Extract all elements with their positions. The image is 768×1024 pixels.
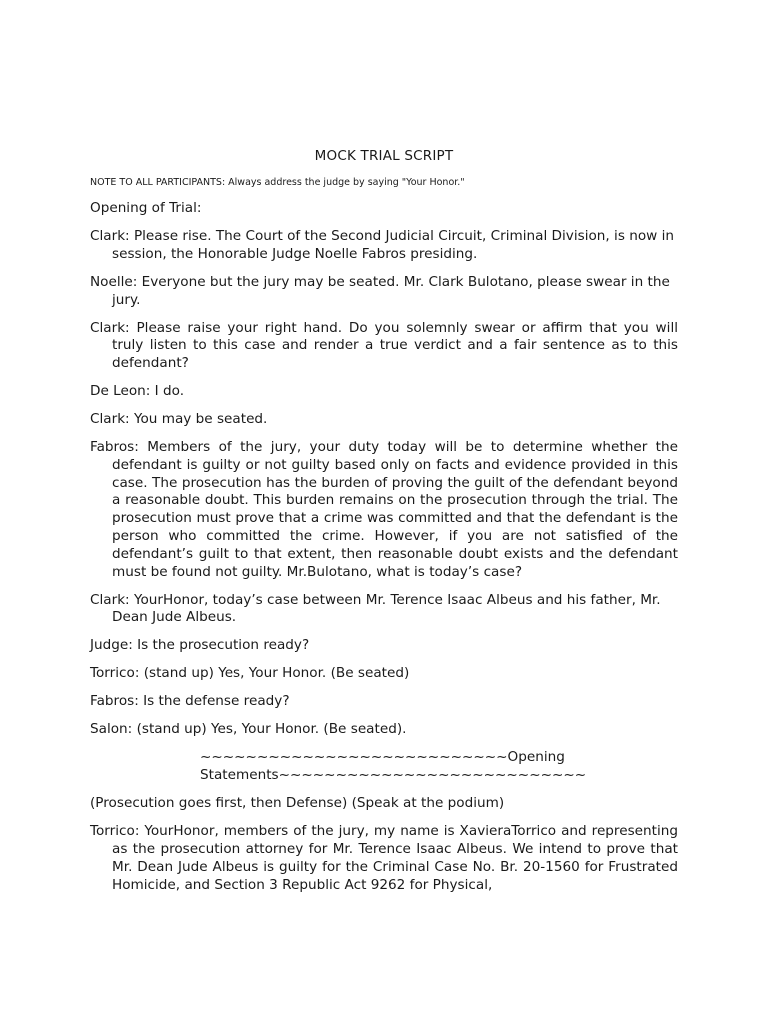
- document-title: MOCK TRIAL SCRIPT: [314, 148, 454, 164]
- script-paragraph-opening-of-trial: Opening of Trial:: [90, 200, 202, 216]
- script-paragraph-judge-prosecution: Judge: Is the prosecution ready?: [90, 637, 310, 654]
- script-paragraph-clark-seated: Clark: You may be seated.: [90, 411, 268, 428]
- script-paragraph-prosecution-first: (Prosecution goes first, then Defense) (Speak at the podium): [90, 795, 505, 812]
- participants-note: NOTE TO ALL PARTICIPANTS: Always address the judge by saying "Your Honor.": [90, 177, 465, 188]
- script-paragraph-torrico-ready: Torrico: (stand up) Yes, Your Honor. (Be seated): [90, 665, 410, 682]
- script-paragraph-salon-ready: Salon: (stand up) Yes, Your Honor. (Be seated).: [90, 721, 407, 738]
- script-paragraph-clark-please-rise: Clark: Please rise. The Court of the Second Judicial Circuit, Criminal Division, is now in session, the Honorable Judge Noelle Fabros presiding.: [90, 227, 674, 262]
- script-body: [90, 200, 678, 905]
- section-heading-opening-statements: ~~~~~~~~~~~~~~~~~~~~~~~~~~~Opening Statements~~~~~~~~~~~~~~~~~~~~~~~~~~~: [200, 749, 587, 784]
- script-paragraph-noelle-seated: Noelle: Everyone but the jury may be seated. Mr. Clark Bulotano, please swear in the jury.: [90, 273, 670, 308]
- script-paragraph-fabros-instructions: Fabros: Members of the jury, your duty today will be to determine whether the defendant is guilty or not guilty based only on facts and evidence provided in this case. The prosecution has the burden of proving the guilt of the defendant beyond a reasonable doubt. This burden remains on the prosecution through the trial. The prosecution must prove that a crime was committed and that the defendant is the person who committed the crime. However, if you are not satisfied of the defendant’s guilt to that extent, then reasonable doubt exists and the defendant must be found not guilty. Mr.Bulotano, what is today’s case?: [90, 439, 678, 580]
- script-paragraph-torrico-opening: Torrico: YourHonor, members of the jury, my name is XavieraTorrico and representing as the prosecution attorney for Mr. Terence Isaac Albeus. We intend to prove that Mr. Dean Jude Albeus is guilty for the Criminal Case No. Br. 20-1560 for Frustrated Homicide, and Section 3 Republic Act 9262 for Physical,: [90, 823, 678, 893]
- script-paragraph-de-leon: De Leon: I do.: [90, 383, 185, 400]
- script-paragraph-fabros-defense: Fabros: Is the defense ready?: [90, 693, 290, 710]
- script-paragraph-clark-swear: Clark: Please raise your right hand. Do you solemnly swear or affirm that you will truly listen to this case and render a true verdict and a fair sentence as to this defendant?: [90, 319, 678, 372]
- script-paragraph-clark-case: Clark: YourHonor, today’s case between Mr. Terence Isaac Albeus and his father, Mr. Dean Jude Albeus.: [90, 591, 661, 626]
